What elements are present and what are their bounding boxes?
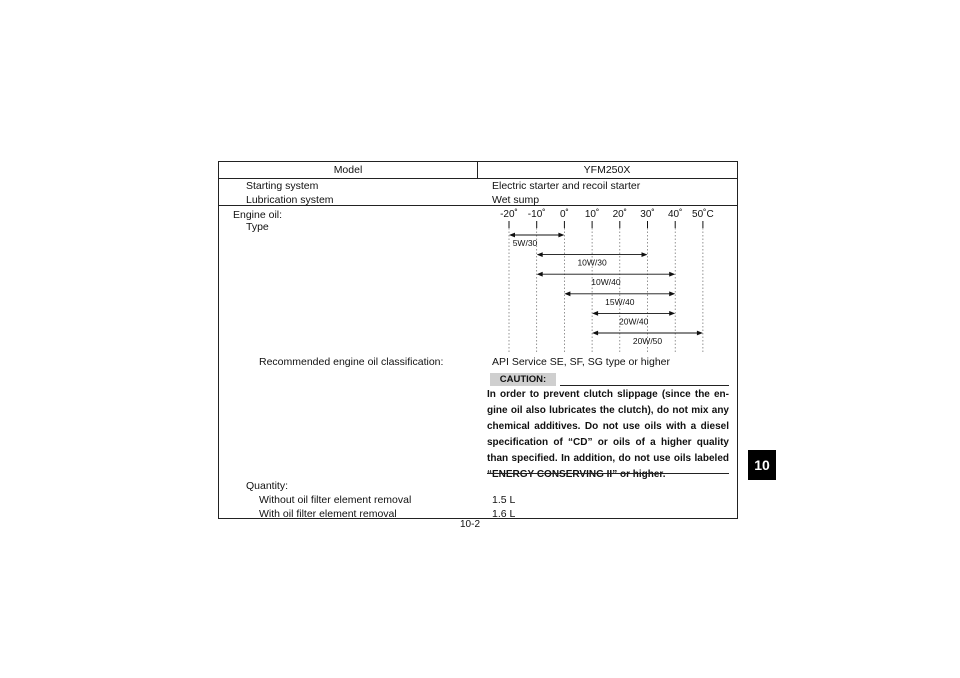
grade-label: 15W/40 (605, 296, 635, 307)
page-number: 10-2 (460, 519, 481, 530)
spec-table (218, 161, 738, 519)
starting-system-label: Starting system (246, 180, 319, 192)
with-filter-value: 1.6 L (492, 508, 516, 520)
grade-arrow-left (509, 233, 515, 238)
model-header: Model (333, 164, 363, 176)
quantity-label: Quantity: (246, 480, 289, 492)
caution-label: CAUTION: (490, 373, 556, 386)
section-tab: 10 (748, 450, 776, 480)
grade-label: 10W/40 (591, 277, 621, 288)
grade-arrow-right (669, 311, 675, 316)
temperature-tick-label: -10˚ (527, 209, 546, 220)
lubrication-system-value: Wet sump (492, 194, 540, 206)
caution-top-rule (560, 385, 729, 386)
temperature-tick-label: 30˚ (640, 209, 655, 220)
grade-arrow-left (564, 291, 570, 296)
temperature-tick-label: 0˚ (559, 209, 569, 220)
grade-label: 10W/30 (577, 257, 607, 268)
grade-arrow-right (669, 272, 675, 277)
lubrication-system-label: Lubrication system (246, 194, 334, 206)
grade-arrow-right (642, 252, 648, 257)
without-filter-value: 1.5 L (492, 494, 516, 506)
temperature-tick-label: 10˚ (584, 209, 600, 220)
caution-bottom-rule (487, 473, 729, 474)
starting-system-value: Electric starter and recoil starter (492, 180, 641, 192)
grade-label: 5W/30 (512, 238, 538, 248)
grade-label: 20W/40 (619, 316, 649, 327)
temperature-tick-label: 20˚ (612, 209, 628, 220)
classification-label: Recommended engine oil classification: (259, 356, 444, 368)
viscosity-chart (477, 208, 739, 356)
temperature-tick-label: -20˚ (500, 209, 518, 220)
grade-arrow-right (669, 291, 675, 296)
engine-oil-label: Engine oil: (233, 209, 283, 221)
grade-arrow-right (558, 233, 564, 238)
grade-arrow-right (697, 331, 703, 336)
with-filter-label: With oil filter element removal (259, 508, 397, 520)
header-divider (219, 178, 737, 179)
temperature-tick-label: 40˚ (667, 209, 683, 220)
grade-arrow-left (537, 272, 543, 277)
oil-type-label: Type (246, 221, 269, 233)
without-filter-label: Without oil filter element removal (259, 494, 412, 506)
grade-arrow-left (592, 311, 598, 316)
caution-text: In order to prevent clutch slippage (since the en-gine oil also lubricates the clutch), do not mix any chemical additives. Do not use oils with a diesel specification of “CD” or oils of a higher quality than specified. In addition, do not use oils labeled “ENERGY CONSERVING II” or higher. (487, 389, 729, 480)
grade-arrow-left (537, 252, 543, 257)
model-value-header: YFM250X (583, 164, 631, 176)
classification-value: API Service SE, SF, SG type or higher (492, 356, 670, 368)
grade-arrow-left (592, 331, 598, 336)
grade-label: 20W/50 (632, 336, 663, 346)
temperature-tick-label: 50˚C (692, 209, 714, 220)
